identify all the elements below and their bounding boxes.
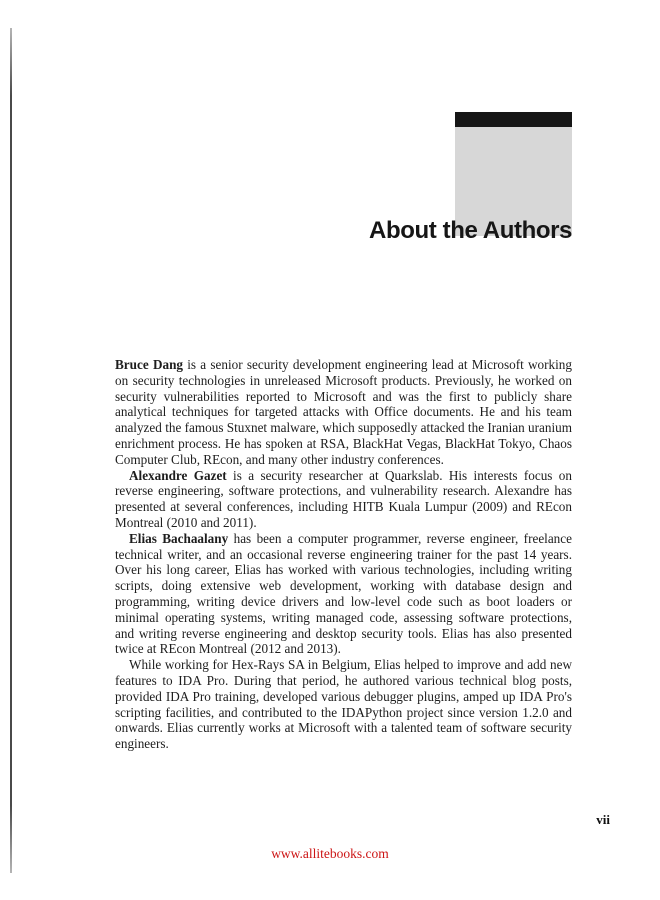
paragraph-alexandre-gazet [115, 468, 572, 531]
heading-black-bar [455, 112, 572, 127]
author-bios [115, 357, 572, 752]
paragraph-text: is a senior security development engineering lead at Microsoft working on security technologies in unreleased Microsoft products. Previously, he worked on security vulnerabilities reported to Microsoft and was the first to publicly share analytical techniques for targeted attacks with Office documents. He and his team analyzed the famous Stuxnet malware, which supposedly attacked the Iranian uranium enrichment process. He has spoken at RSA, BlackHat Vegas, BlackHat Tokyo, Chaos Computer Club, REcon, and many other industry conferences. [115, 357, 572, 467]
page-number: vii [596, 812, 610, 827]
author-name-bold: Bruce Dang [115, 357, 183, 372]
paragraph-elias-bachaalany [115, 531, 572, 657]
author-name-bold: Alexandre Gazet [129, 467, 227, 483]
paragraph-text: is a security researcher at Quarkslab. His interests focus on reverse engineering, software protections, and vulnerability research. Alexandre has presented at several conferences, including HITB Kuala Lumpur (2009) and REcon Montreal (2010 and 2011). [115, 467, 572, 530]
page-title: About the Authors [369, 217, 572, 245]
paragraph-bruce-dang [115, 357, 572, 468]
paragraph-text: has been a computer programmer, reverse engineer, freelance technical writer, and an occasional reverse engineering trainer for the past 14 years. Over his long career, Elias has worked with various technologies, including writing scripts, doing extensive web development, working with database design and programming, writing device drivers and low-level code such as boot loaders or minimal operating systems, writing managed code, assessing software protections, and writing reverse engineering and desktop security tools. Elias has also presented twice at REcon Montreal (2012 and 2013). [115, 530, 572, 657]
footer [0, 845, 660, 863]
paragraph-text: While working for Hex-Rays SA in Belgium, Elias helped to improve and add new features to IDA Pro. During that period, he authored various technical blog posts, provided IDA Pro training, developed various debugger plugins, amped up IDA Pro's scripting facilities, and contributed to the IDAPython project since version 1.2.0 and onwards. Elias currently works at Microsoft with a talented team of software security engineers. [115, 657, 572, 752]
page-edge-scan-line [10, 28, 12, 873]
author-name-bold: Elias Bachaalany [129, 530, 229, 546]
allitebooks-link[interactable]: www.allitebooks.com [271, 846, 389, 861]
paragraph-hex-rays [115, 657, 572, 752]
